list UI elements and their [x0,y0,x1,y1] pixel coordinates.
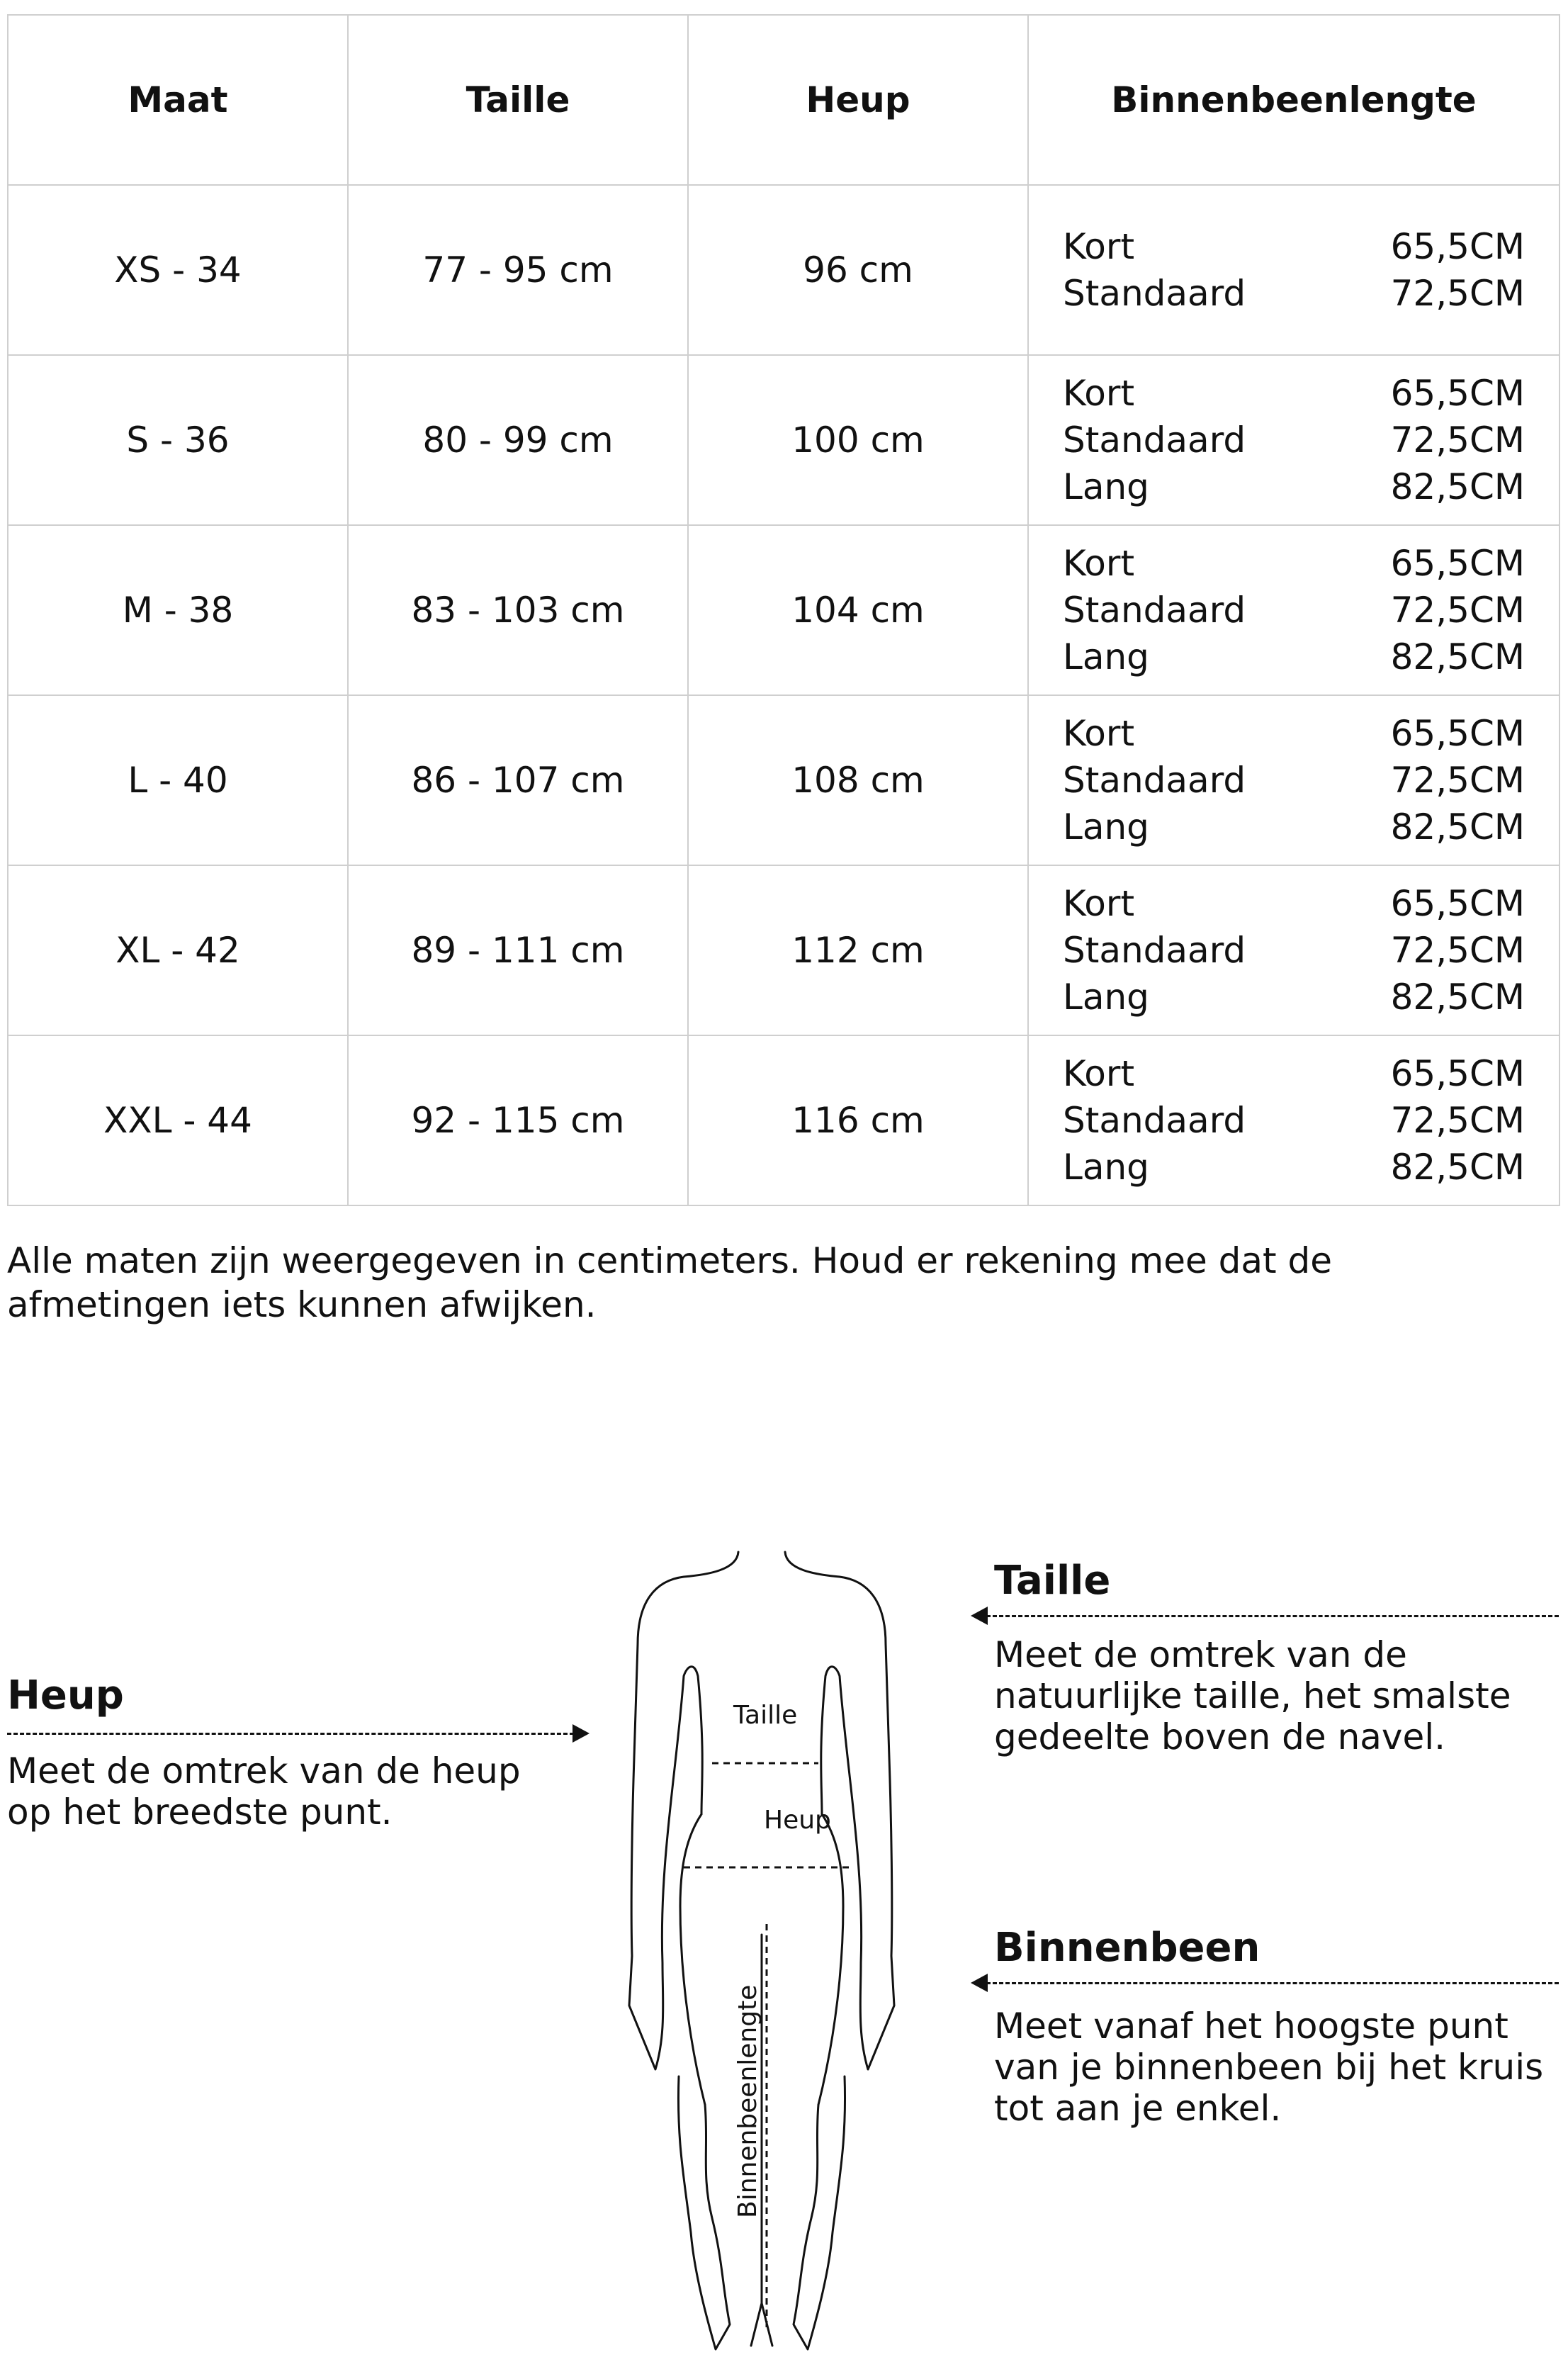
binnenbeen-desc-line: van je binnenbeen bij het kruis [994,2047,1544,2088]
inseam-value: 65,5CM [1390,226,1525,267]
inseam-value: 82,5CM [1390,636,1525,677]
inseam-label: Standaard [1063,590,1246,631]
inseam-line [1063,370,1525,417]
inseam-line [1063,1097,1525,1144]
heup-dashed-line [7,1733,574,1735]
inseam-line [1063,270,1525,317]
inseam-line [1063,1144,1525,1191]
table-row [8,865,1559,1035]
inseam-value: 82,5CM [1390,466,1525,507]
inseam-value: 72,5CM [1390,420,1525,461]
inseam-line [1063,710,1525,757]
inseam-list [1029,710,1559,850]
heup-desc-line: op het breedste punt. [7,1792,393,1833]
cell-maat: S - 36 [8,355,348,525]
inseam-list [1029,880,1559,1020]
cell-maat: L - 40 [8,695,348,865]
inseam-line [1063,587,1525,634]
taille-desc-line: Meet de omtrek van de [994,1634,1407,1675]
size-table [7,14,1560,1206]
inseam-line [1063,417,1525,463]
cell-taille: 80 - 99 cm [348,355,688,525]
table-row [8,185,1559,355]
inseam-line [1063,804,1525,850]
taille-desc-line: gedeelte boven de navel. [994,1716,1446,1758]
cell-binnenbeenlengte [1028,185,1559,355]
inseam-list [1029,223,1559,317]
heup-title: Heup [7,1672,124,1719]
inseam-list [1029,540,1559,680]
table-row [8,525,1559,695]
inseam-line [1063,463,1525,510]
note-text: Alle maten zijn weergegeven in centimeters. Houd er rekening mee dat de afmetingen iets kunnen afwijken. [7,1240,1332,1325]
leg-left [678,2076,730,2349]
inseam-value: 82,5CM [1390,806,1525,848]
cell-taille: 92 - 115 cm [348,1035,688,1205]
header-binnenbeenlengte: Binnenbeenlengte [1028,15,1559,185]
cell-heup: 100 cm [688,355,1028,525]
cell-heup: 104 cm [688,525,1028,695]
cell-maat: XL - 42 [8,865,348,1035]
binnenbeen-description [994,2006,1543,2129]
table-row [8,355,1559,525]
inseam-line [1063,974,1525,1020]
inseam-value: 65,5CM [1390,373,1525,414]
header-heup: Heup [688,15,1028,185]
inseam-line [1063,540,1525,587]
inseam-value: 65,5CM [1390,713,1525,754]
header-maat: Maat [8,15,348,185]
binnenbeen-arrow-icon [971,1974,988,1992]
figure-label-heup: Heup [764,1806,831,1835]
inseam-label: Lang [1063,1147,1149,1188]
table-row [8,1035,1559,1205]
binnenbeen-desc-line: tot aan je enkel. [994,2088,1282,2129]
taille-dashed-line [986,1615,1559,1617]
cell-binnenbeenlengte [1028,525,1559,695]
inseam-value: 82,5CM [1390,977,1525,1018]
torso-right [818,1814,843,2105]
inseam-value: 72,5CM [1390,930,1525,971]
inseam-label: Kort [1063,1053,1135,1094]
figure-label-taille: Taille [733,1701,798,1730]
cell-heup: 108 cm [688,695,1028,865]
inseam-line [1063,634,1525,680]
taille-title: Taille [994,1558,1111,1604]
inseam-list [1029,1050,1559,1191]
taille-desc-line: natuurlijke taille, het smalste [994,1675,1511,1716]
inseam-label: Kort [1063,543,1135,584]
inseam-value: 65,5CM [1390,1053,1525,1094]
inseam-label: Lang [1063,977,1149,1018]
inseam-label: Lang [1063,806,1149,848]
cell-taille: 77 - 95 cm [348,185,688,355]
body-outline-left [629,1552,738,2069]
inseam-label: Kort [1063,883,1135,924]
heup-desc-line: Meet de omtrek van de heup [7,1750,521,1792]
cell-heup: 96 cm [688,185,1028,355]
body-figure [616,1538,900,2353]
inseam-value: 72,5CM [1390,760,1525,801]
cell-binnenbeenlengte [1028,695,1559,865]
table-body [8,185,1559,1205]
inseam-label: Standaard [1063,760,1246,801]
cell-taille: 89 - 111 cm [348,865,688,1035]
inseam-label: Standaard [1063,1100,1246,1141]
cell-maat: XS - 34 [8,185,348,355]
inseam-value: 82,5CM [1390,1147,1525,1188]
inseam-label: Lang [1063,466,1149,507]
cell-heup: 112 cm [688,865,1028,1035]
binnenbeen-dashed-line [986,1982,1559,1984]
leg-right [794,2076,845,2349]
table-header-row [8,15,1559,185]
binnenbeen-desc-line: Meet vanaf het hoogste punt [994,2006,1508,2047]
inseam-line [1063,927,1525,974]
inseam-label: Standaard [1063,420,1246,461]
table-row [8,695,1559,865]
heup-description [7,1750,521,1833]
inseam-label: Lang [1063,636,1149,677]
inseam-value: 72,5CM [1390,1100,1525,1141]
cell-binnenbeenlengte [1028,1035,1559,1205]
inseam-line [1063,1050,1525,1097]
inseam-label: Standaard [1063,930,1246,971]
inseam-label: Kort [1063,226,1135,267]
inseam-label: Kort [1063,373,1135,414]
cell-binnenbeenlengte [1028,355,1559,525]
heup-arrow-icon [573,1724,590,1743]
taille-description [994,1634,1511,1758]
cell-taille: 83 - 103 cm [348,525,688,695]
inseam-line [1063,880,1525,927]
cell-heup: 116 cm [688,1035,1028,1205]
inseam-label: Kort [1063,713,1135,754]
cell-taille: 86 - 107 cm [348,695,688,865]
header-taille: Taille [348,15,688,185]
inseam-value: 72,5CM [1390,590,1525,631]
torso-left [680,1814,705,2105]
inseam-line [1063,223,1525,270]
figure-label-inseam: Binnenbeenlengte [733,1984,762,2218]
cell-maat: M - 38 [8,525,348,695]
binnenbeen-title: Binnenbeen [994,1925,1260,1971]
cell-binnenbeenlengte [1028,865,1559,1035]
inseam-value: 72,5CM [1390,273,1525,314]
taille-arrow-icon [971,1607,988,1625]
inseam-list [1029,370,1559,510]
inseam-line [1063,757,1525,804]
inseam-value: 65,5CM [1390,883,1525,924]
inseam-label: Standaard [1063,273,1246,314]
cell-maat: XXL - 44 [8,1035,348,1205]
inseam-value: 65,5CM [1390,543,1525,584]
